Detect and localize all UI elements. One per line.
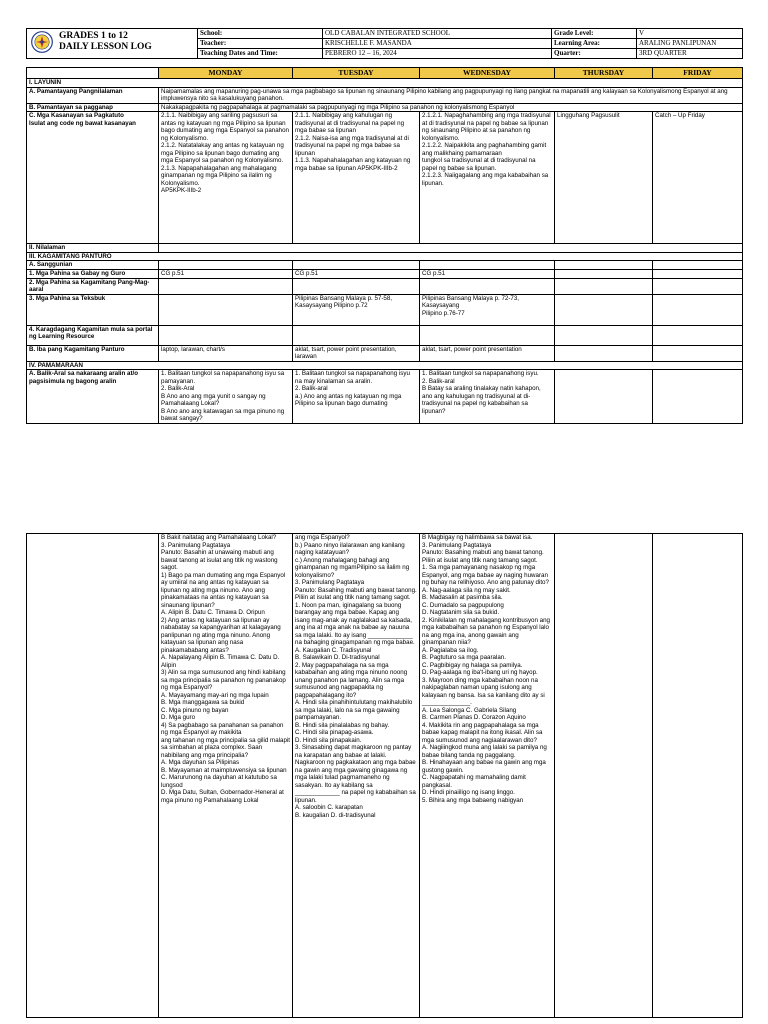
- gabay-guro-thursday: [555, 270, 653, 279]
- teksbuk-thursday: [555, 294, 653, 325]
- kagamitang-mag-aaral-thursday: [555, 278, 653, 294]
- grade-value: V: [637, 29, 743, 39]
- grade-label: Grade Level:: [552, 29, 637, 39]
- area-label: Learning Area:: [552, 39, 637, 49]
- area-value: ARALING PANLIPUNAN: [637, 39, 743, 49]
- row-label-sanggunian: A. Sanggunian: [27, 261, 159, 270]
- dll-page-1: [26, 28, 742, 424]
- gabay-guro-friday: [653, 270, 743, 279]
- day-header-blank: [27, 68, 159, 79]
- karagdagang-thursday: [555, 325, 653, 345]
- sanggunian-friday: [653, 261, 743, 270]
- kagamitang-mag-aaral-monday: [159, 278, 293, 294]
- day-monday: MONDAY: [159, 68, 293, 79]
- iba-pang-wednesday: aklat, tsart, power point presentation: [420, 345, 555, 361]
- balik-aral-thursday: [555, 370, 653, 424]
- dates-label: Teaching Dates and Time:: [198, 49, 323, 59]
- row-label-teksbuk: 3. Mga Pahina sa Teksbuk: [27, 294, 159, 325]
- section-nilalaman: II. Nilalaman: [27, 244, 159, 253]
- row-label-kagamitang-mag-aaral: 2. Mga Pahina sa Kagamitang Pang-Mag-aaral: [27, 278, 159, 294]
- row-label-iba-pang: B. Iba pang Kagamitang Panturo: [27, 345, 159, 361]
- kasanayan-thursday: Lingguhang Pagsusulit: [555, 112, 653, 244]
- pamantayan-pagganap-text: Nakakapagpakita ng pagpapahalaga at pagmamalaki sa pagpupunyagi ng mga Pilipino sa panahon ng kolonyalismong Espanyol: [159, 103, 743, 112]
- iba-pang-friday: [653, 345, 743, 361]
- title-line-1: GRADES 1 to 12: [59, 31, 128, 41]
- teksbuk-friday: [653, 294, 743, 325]
- iba-pang-thursday: [555, 345, 653, 361]
- row-label-pamantayan-pagganap: B. Pamantayan sa pagganap: [27, 103, 159, 112]
- section-layunin: I. LAYUNIN: [27, 79, 743, 88]
- gabay-guro-wednesday: CG p.51: [420, 270, 555, 279]
- continued-tuesday: ang mga Espanyol? b.) Paano ninyo ilalarawan ang kanilang naging katatayuan? c.) Anong mahalagang bahagi ang ginampanan ng mgamPilipino sa ilalim ng kolonyalismo? 3. Panimulang Pagtataya Panuto: Basahing mabuti ang bawat tanong. Piliin at isulat ang titik nang tamang sagot. 1. Noon pa man, iginagalang sa buong barangay ang mga babae. Kapag ang isang mag-anak ay naglalakad sa kalsada, ang ina at mga anak na babae ay nauuna sa mga lalaki. Ito ay isang _____________ na bahaging ginagampanan ng mga babae. A. Kaugalian C. Tradisyunal B. Salawikain D. Di-tradisyunal 2. May pagpapahalaga na sa mga kababaihan ang ating mga ninuno noong unang panahon pa lamang. Alin sa mga sumusunod ang nagpapakita ng pagpapahalagang ito? A. Hindi sila pinahihintulutang makihalubilo sa mga lalaki, lalo na sa mga gawaing pampamayanan. B. Hindi sila pinalalabas ng bahay. C. Hindi sila pinapag-asawa. D. Hindi sila pinapakain. 3. Sinasabing dapat magkaroon ng pantay na karapatan ang babae at lalaki. Nagkaroon ng pagkakataon ang mga babae na gawin ang mga gawaing ginagawa ng mga lalaki tulad pagmamaneho ng sasakyan. Ito ay kabilang sa _____________ na papel ng kababaihan sa lipunan. A. saloobin C. karapatan B. kaugalian D. di-tradisyunal: [293, 534, 420, 1018]
- title-line-2: DAILY LESSON LOG: [59, 42, 152, 52]
- day-tuesday: TUESDAY: [293, 68, 420, 79]
- balik-aral-tuesday: 1. Balitaan tungkol sa napapanahong isyu na may kinalaman sa aralin. 2. Balik-aral a.) Ano ang antas ng katayuan ng mga Pilipino sa lipunan bago dumating: [293, 370, 420, 424]
- day-header-row: [27, 68, 743, 79]
- row-label-karagdagang: 4. Karagdagang Kagamitan mula sa portal ng Learning Resource: [27, 325, 159, 345]
- day-thursday: THURSDAY: [555, 68, 653, 79]
- continued-thursday: [555, 534, 653, 1018]
- deped-seal-icon: [31, 31, 53, 53]
- kasanayan-tuesday: 2.1.1. Naibibigay ang kahulugan ng tradisyunal at di tradisyunal na papel ng mga babae sa lipunan 2.1.2. Naisa-isa ang mga tradisyunal at di tradisyunal na papel ng mga babae sa lipunan 1.1.3. Napahahalagahan ang katayuan ng mga babae sa lipunan AP5KPK-IIIb-2: [293, 112, 420, 244]
- balik-aral-monday: 1. Balitaan tungkol sa napapanahong isyu sa pamayanan. 2. Balik-Aral B Ano ano ang mga yunit o sangay ng Pamahalaang Lokal? B Ano ano ang katawagan sa mga pinuno ng bawat sangay?: [159, 370, 293, 424]
- lesson-table-continued: [26, 533, 743, 1018]
- kasanayan-wednesday: 2.1.2.1. Napaghahambing ang mga tradisyunal at di tradisyunal na papel ng babae sa lipunan ng sinaunang Pilipino at sa panahon ng kolonyalismo. 2.1.2.2. Naipakikita ang paghahambing gamit ang malikhaing pamamaraan tungkol sa tradisyunal at di tradisyunal na papel ng babae sa lipunan. 2.1.2.3. Naiigagalang ang mga kababaihan sa lipunan.: [420, 112, 555, 244]
- header-logo-cell: [27, 29, 198, 59]
- continued-friday: [653, 534, 743, 1018]
- kasanayan-monday: 2.1.1. Naibibigay ang sariling pagsusuri sa antas ng katayuan ng mga Pilipino sa lipunan bago dumating ang mga Espanyol sa panahon ng Kolonyalismo. 2.1.2. Natatalakay ang antas ng katayuan ng mga Pilipino sa lipunan bago dumating ang mga Espanyol sa panahon ng Kolonyalismo. 2.1.3. Napapahalagahan ang mahalagang ginampanan ng mga Pilipino sa ilalim ng Kolonyalismo. AP5KPK-IIIb-2: [159, 112, 293, 244]
- row-label-kasanayan: C. Mga Kasanayan sa Pagkatuto Isulat ang code ng bawat kasanayan: [27, 112, 159, 244]
- sanggunian-monday: [159, 261, 293, 270]
- row-label-balik-aral: A. Balik-Aral sa nakaraang aralin at/o pagsisimula ng bagong aralin: [27, 370, 159, 424]
- teacher-label: Teacher:: [198, 39, 323, 49]
- balik-aral-wednesday: 1. Balitaan tungkol sa napapanahong isyu. 2. Balik-aral B Batay sa araling tinalakay natin kahapon, ano ang kahulugan ng tradisyunal at di-tradisyunal na papel ng kababaihan sa lipunan?: [420, 370, 555, 424]
- section-pamamaraan: IV. PAMAMARAAN: [27, 361, 743, 370]
- day-friday: FRIDAY: [653, 68, 743, 79]
- kagamitang-mag-aaral-wednesday: [420, 278, 555, 294]
- dates-value: PEBRERO 12 – 16, 2024: [323, 49, 552, 59]
- gabay-guro-monday: CG p.51: [159, 270, 293, 279]
- karagdagang-friday: [653, 325, 743, 345]
- quarter-label: Quarter:: [552, 49, 637, 59]
- header-table: [26, 28, 743, 59]
- school-label: School:: [198, 29, 323, 39]
- school-value: OLD CABALAN INTEGRATED SCHOOL: [323, 29, 552, 39]
- iba-pang-monday: laptop, larawan, chart/s: [159, 345, 293, 361]
- kagamitang-mag-aaral-tuesday: [293, 278, 420, 294]
- pamantayang-pangnilalaman-text: Naipamamalas ang mapanuring pag-unawa sa mga pagbabago sa lipunan ng sinaunang Pilipino kabilang ang pagpupunyagi ng ilang pangkat na mapanatili ang kalayaan sa Kolonyalismong Espanyol at ang impluwensya nito sa kasalukuyang panahon.: [159, 87, 743, 103]
- balik-aral-friday: [653, 370, 743, 424]
- quarter-value: 3RD QUARTER: [637, 49, 743, 59]
- sanggunian-thursday: [555, 261, 653, 270]
- sanggunian-wednesday: [420, 261, 555, 270]
- continued-monday: B Bakit naitatag ang Pamahalaang Lokal? 3. Panimulang Pagtataya Panuto: Basahin at unawaing mabuti ang bawat tanong at isulat ang titik ng wastong sagot. 1) Bago pa man dumating ang mga Espanyol ay umiiral na ang antas ng katayuan sa lipunan ng ating mga ninuno. Ano ang pinakamataas na antas ng katayuan sa sinaunang lipunan? A. Alipin B. Datu C. Timawa D. Oripun 2) Ang antas ng katayuan sa lipunan ay nababatay sa kapangyarihan at kalagayang panlipunan ng ating mga ninuno. Anong katayuan sa lipunan ang nasa pinakamababang antas? A. Napalayang Alipin B. Timawa C. Datu D. Alipin 3) Alin sa mga sumusunod ang hindi kabilang sa mga principalia sa panahon ng pananakop ng mga Espanyol? A. Mayayamang may-ari ng mga lupain B. Mga manggagawa sa bukid C. Mga pinuno ng bayan D. Mga guro 4) Sa pagbabago sa panahanan sa panahon ng mga Espanyol ay makikita ang tahanan ng mga principalia sa gilid malapit sa simbahan at plaza complex. Saan nabibilang ang mga principalia? A. Mga dayuhan sa Pilipinas B. Mayayaman at maimpluwensiya sa lipunan C. Marurunong na dayuhan at katutubo sa lungsod D. Mga Datu, Sultan, Gobernador-Heneral at mga pinuno ng Pamahalaang Lokal: [159, 534, 293, 1018]
- day-wednesday: WEDNESDAY: [420, 68, 555, 79]
- karagdagang-wednesday: [420, 325, 555, 345]
- dll-page-2: [26, 533, 742, 1018]
- row-label-pamantayang-pangnilalaman: A. Pamantayang Pangnilalaman: [27, 87, 159, 103]
- section-kagamitan: III. KAGAMITANG PANTURO: [27, 252, 743, 261]
- teksbuk-wednesday: Pilipinas Bansang Malaya p. 72-73, Kasaysayang Pilipino p.76-77: [420, 294, 555, 325]
- lesson-table: [26, 67, 743, 424]
- row-label-gabay-guro: 1. Mga Pahina sa Gabay ng Guro: [27, 270, 159, 279]
- karagdagang-monday: [159, 325, 293, 345]
- kagamitang-mag-aaral-friday: [653, 278, 743, 294]
- karagdagang-tuesday: [293, 325, 420, 345]
- sanggunian-tuesday: [293, 261, 420, 270]
- iba-pang-tuesday: aklat, tsart, power point presentation, larawan: [293, 345, 420, 361]
- continued-wednesday: B Magbigay ng halimbawa sa bawat isa. 3. Panimulang Pagtataya Panuto: Basahing mabuti ang bawat tanong. Piliin at isulat ang titik nang tamang sagot. 1. Sa mga pamayanang nasakop ng mga Espanyol, ang mga babae ay naging huwaran ng buhay na relihiyoso. Ano ang patunay dito? A. Nag-aalaga sila ng may sakit. B. Madasalin at pasimba sila. C. Dumadalo sa pagpupulong D. Nagtatanim sila sa bukid. 2. Kinikilalan ng mahalagang kontribusyon ang mga kababaihan sa panahon ng Espanyol lalo na ang mga ina, anong gawain ang ginampanan niia? A. Pagialaba sa ilog. B. Pagtuturo sa mga paaralan. C. Pagbibigay ng halaga sa pamilya. D. Pag-aalaga ng iba't-ibang uri ng hayop. 3. Mayroon ding mga kababaihan noon na nakipaglaban naman upang isulong ang kalayaan ng bansa. Isa sa kanilang dito ay si ______________. A. Lea Salonga C. Gabriela Silang B. Carmen Planas D. Corazon Aquino 4. Makikita rin ang pagpapahalaga sa mga babae kapag malapit na itong ikasal. Alin sa mga sumusunod ang nagiaalarawan dito? A. Nagiiingkod muna ang lalaki sa pamilya ng babae bilang tanda ng paggalang. B. Hinahayaan ang babae na gawin ang mga gustong gawin. C. Nagpapatahi ng mamahaling damit pangkasal. D. Hindi pinaiiligo ng isang linggo. 5. Bihira ang mga babaeng nabigyan: [420, 534, 555, 1018]
- teksbuk-tuesday: Pilipinas Bansang Malaya p. 57-58, Kasaysayang Pilipino p.72: [293, 294, 420, 325]
- kasanayan-friday: Catch – Up Friday: [653, 112, 743, 244]
- teksbuk-monday: [159, 294, 293, 325]
- teacher-value: KRISCHELLE F. MASANDA: [323, 39, 552, 49]
- gabay-guro-tuesday: CG p.51: [293, 270, 420, 279]
- continued-label-cell: [27, 534, 159, 1018]
- nilalaman-content: [159, 244, 743, 253]
